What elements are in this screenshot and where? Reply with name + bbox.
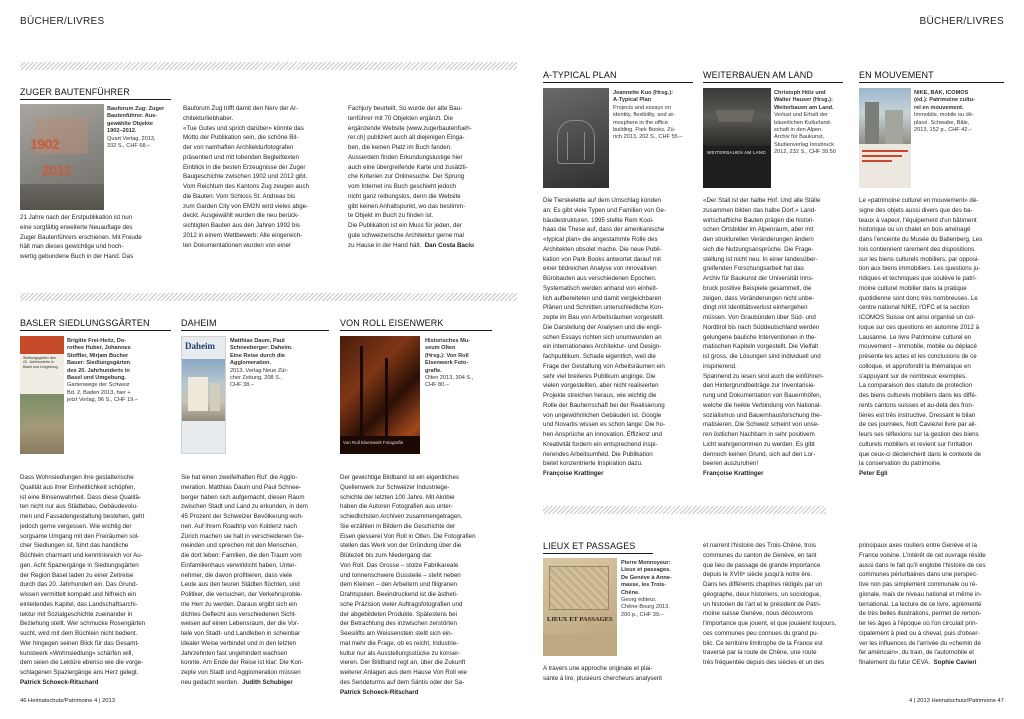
page-footer-left: 46 Heimatschutz/Patrimoine 4 | 2013 <box>20 698 115 704</box>
daheim-cover: Daheim <box>181 336 226 454</box>
lieux-body-lead: A travers une approche originale et plai- sante à lire, plusieurs chercheurs analysent <box>543 665 663 682</box>
vonroll-author: Patrick Schoeck-Ritschard <box>340 688 419 696</box>
section-title-mouvement: EN MOUVEMENT <box>859 70 1004 83</box>
basler-author: Patrick Schoeck-Ritschard <box>20 678 99 686</box>
zuger-body-col2: Bauforum Zug trifft damit den Nerv der Ar- chitekturliebhaber. «Tue Gutes und sprich darüber» könnte das Motto der Publikation sein, die schöne Bil- der von namhaften Architekturfotografen präsentiert und mit lobenden Begleittexten Einblick in die besten Erzeugnisse der Zuger Baugeschichte zwischen 1902 und 2012 gibt. Vom Reichtum des Kantons Zug zeugen auch die Bauten: Vom Schloss St. Andreas bis zum Garden City von EM2N wird vieles abge- deckt. Ausgewählt wurden die neu berück- sichtigten Bauten aus den Jahren 1992 bis 2012 in einem Wettbewerb: Alle eingereich- ten Dokumentationen wurden von einer <box>183 105 309 249</box>
atypical-book-info: Jeannette Kuo (Hrsg.): A-Typical Plan Projects and essays on identity, flexibility, and at- mosphere in the office building. Park Books, Zü- rich 2013, 202 S., CHF 55.– <box>613 90 683 141</box>
zuger-author: Dan Costa Baciu <box>424 241 474 249</box>
weiterbauen-author: Françoise Krattinger <box>703 470 764 477</box>
lieux-book-info: Pierre Monnoyeur: Lieux et passages. De Genève à Anne- masse, les Trois- Chêne. Georg éditeur, Chêne-Bourg 2013, 200 p., CHF 39.– <box>621 560 672 618</box>
page-header-right: BÜCHER/LIVRES <box>919 16 1004 27</box>
mouvement-book-info: NIKE, BAK, ICOMOS (éd.): Patrimoine cultu- rel en mouvement. Immobile, mobile ou dé- placé. Schwabe, Bâle, 2013, 152 p., CHF 42.– <box>914 90 975 134</box>
zuger-body-col1: 21 Jahre nach der Erstpublikation ist nun eine sorgfältig erweiterte Neuauflage des Zuger Bautenführers erschienen. Mit Freude hält man dieses gewichtige und hoch- wertig gebundene Buch in der Hand. Das <box>20 214 142 260</box>
atypical-author: Françoise Krattinger <box>543 470 604 477</box>
vonroll-body: Der gewichtige Bildband ist ein eigentliches Quellenwerk zur Schweizer Industriege- schichte der letzten 100 Jahre. Mit Akribie haben die Autoren Fotografien aus unter- schiedlichsten Archiven zusammengetragen. Sie erzählen in Bildern die Geschichte der Eisen giesserei Von Roll in Olten. Die Fotografien stellen das Werk von der Gründung über die Blütezeit bis zum Niedergang dar. Von Roll. Das Grosse – stolze Fabrikareale und tonnenschwere Gussteile – steht neben dem Kleinen – den Arbeitern und filigranen Drahtspulen. Beeindruckend ist die ästheti- sche Präzision vieler Auftragsfotografien und der abgebildeten Produkte. Spätestens bei der Betrachtung des inzwischen zerstörten Seesilifts am Weissenstein stellt sich ein- mal mehr die Frage, ob es reicht, Industrie- kultur nur als Ausstellungsstücke zu konser- vieren. Der Bildband regt an, über die Zukunft weiterer Anlagen aus dem Hause Von Roll wie des Sendeturms auf dem Säntis oder der Sa- Patrick Schoeck-Ritschard <box>340 473 518 697</box>
lieux-body-col3: principaux axes routiers entre Genève et la France voisine. L'intérêt de cet ouvrage réside aussi dans le fait qu'il englobe l'histoire de ces communes périurbaines dans une perspec- tive non pas simplement communale ou ré- gionale, mais de niveau national et même in- ternational. La lecture de ce livre, agrémenté de très belles illustrations, permet de remon- ter les âges à l'époque où l'on circulait prin- cipalement à pied ou à cheval, puis d'obser- ver les influences de l'arrivée du «chemin de fer américain», du train, de l'automobile et finalement du futur CEVA. Sophie Cavieri <box>859 542 986 666</box>
weiterbauen-body: «Der Stall ist der halbe Hof. Und alle Ställe zusammen bilden das halbe Dorf.» Land- wirtschaftliche Bauten prägen die histori- schen Ortsbilder im Alpenraum, aber mit den strukturellen Veränderungen ändern sich die Nutzungsansprüche. Die Frage- stellung ist nicht neu. In einer landesüber- greifenden Forschungsarbeit hat das Archiv für Baukunst der Universität Inns- bruck positive Beispiele gesammelt, die zeigen, dass Veränderungen nicht unbe- dingt mit Identitätsverlust einhergehen müssen. Von Graubünden über Süd- und Nordtirol bis nach Süddeutschland werden gelungene bauliche Interventionen in the- matischen Kapiteln vorgestellt. Die Vielfalt ist gross, die Lösungen sind individuell und inspirierend. Spannend zu lesen sind auch die einführen- den Hintergrundbeiträge zur Inventarisie- rung und Dokumentation von Bauernhöfen, welche die heikle Verbindung von National- sozialismus und Bauernhausforschung the- matisieren. Die Schweiz scheint von unse- ren östlichen Nachbarn in sehr positivem Licht wahrgenommen zu werden. Es gibt dennoch keinen Grund, sich auf den Lor- beeren auszuruhen! Françoise Krattinger <box>703 196 845 479</box>
vonroll-cover: Von Roll Eisenwerk Fotografie <box>340 336 420 454</box>
cover-year-start: 1902 <box>30 136 60 152</box>
section-title-weiterbauen: WEITERBAUEN AM LAND <box>703 70 843 83</box>
weiterbauen-book-info: Christoph Hölz und Walter Hauser (Hrsg.): Weiterbauen am Land. Verlust und Erhalt der bäuerlichen Kulturland- schaft in den Alpen. Archiv für Baukunst, Studienverlag Innsbruck 2012, 232 S., CHF 39.50 <box>774 90 836 156</box>
mouvement-author: Peter Egli <box>859 470 888 477</box>
zuger-book-info: Bauforum Zug: Zuger Bautenführer. Aus- gewählte Objekte 1902–2012. Quart Verlag, 2013, 332 S., CHF 68.– <box>107 106 165 150</box>
lieux-cover: LIEUX ET PASSAGES <box>543 558 617 656</box>
lieux-body-col2: et narrent l'histoire des Trois-Chêne, trois communes du canton de Genève, en tant que lieu de passage de grande importance depuis le XVIIIᵉ siècle jusqu'à notre ère. Dans les différents chapitres rédigés par un géographe, deux historiens, un sociologue, un historien de l'art et le président de Patri- moine suisse Genève, nous découvrons l'importance que jouent, et que jouaient toujours, ces communes peu connues du grand pu- blic. Ce territoire limitrophe de la France est traversé par la route de Chêne, une route très fréquentée depuis des siècles et un des <box>703 542 837 666</box>
cover-year-end: 2012 <box>42 162 72 178</box>
basler-body: Dass Wohnsiedlungen ihre gestalterische Qualität aus ihrer Einheitlichkeit schöpfen, ist eine Binsenwahrheit. Dass diese Qualitä- ten nicht nur aus Städtebau, Gebäudevolu- men und Fassadengestaltung bestehen, geht jedoch gerne vergessen. Wie wichtig der sorgsame Umgang mit den Freiräumen sol- cher Siedlungen ist, führt das handliche Büchlein charmant und kenntnisreich vor Au- gen. Acht Spaziergänge in Siedlungsgärten der Region Basel laden zu einer Zeitreise durch das 20. Jahrhundert ein. Das Grund- wissen vermittelt kompakt und hilfreich ein einleitendes Kapitel, das Landschaftsarchi- tektur mit Sozialgeschichte zueinander in Beziehung stellt. Wer schmucke Rosengärten sucht, wird mit dem Büchlein nicht bedient. Wer hingegen seinen Blick für das Gesamt- kunstwerk «Wohnsiedlung» schärfen will, dem seien die Lektüre ebenso wie die vorge- schlagenen Spaziergänge ans Herz gelegt. Patrick Schoeck-Ritschard <box>20 473 176 688</box>
section-title-zuger: ZUGER BAUTENFÜHRER <box>20 87 171 100</box>
daheim-body: Sie hat einen zweifelhaften Ruf: die Agglo- meration. Matthias Daum und Paul Schnee- berger haben sich aufgemacht, diesen Raum zwischen Stadt und Land zu erkunden, in dem 45 Prozent der Schweizer Bevölkerung woh- nen. Auf ihrem Roadtrip von Koblenz nach Zürich machen sie halt in verschiedenen Ge- meinden und sprechen mit den Menschen, die dort leben: Familien, die den Traum vom Einfamilienhaus verwirklicht haben, Unter- nehmer, die davon profitieren, dass viele Leute aus den teuren Städten flüchten, und Politiker, die versuchen, der Verkehrsproble- me Herr zu werden. Daraus ergibt sich ein dichtes Geflecht aus verschiedenen Sicht- weisen auf einen Lebensraum, der die Vor- teile von Stadt- und Landleben in scheinbar idealer Weise verbindet und in den letzten Jahrzehnten fast ungehindert wachsen konnte. Am Ende der Reise ist klar: Die Kon- zepte von Stadt und Agglomeration müssen neu gedacht werden. Judith Schubiger <box>181 474 308 686</box>
hatch-divider-middle-left <box>20 293 517 301</box>
section-title-vonroll: VON ROLL EISENWERK <box>340 318 492 331</box>
mouvement-body: Le «patrimoine culturel en mouvement» dé- signe des objets aussi divers que des ba- teaux à vapeur, l'équipement d'un bâtiment historique ou un chalet en bois aménagé dans l'enceinte du Musée du Ballenberg. Les lois contiennent rarement des dispositions sur les biens culturels mobiliers, par opposi- tion aux biens immobiliers. Les questions ju- ridiques et techniques que soulève le patri- moine culturel mobilier dans la pratique quotidienne sont donc très nombreuses. Le centre national NIKE, l'OFC et la section ICOMOS Suisse ont ainsi organisé un col- loque sur ces questions en automne 2012 à Lausanne. Le livre Patrimoine culturel en mouvement – Immobile, mobile ou déplacé présente les actes et les conclusions de ce colloque, et approfondit la thématique en s'appuyant sur de nombreux exemples. La comparaison des statuts de protection des biens culturels mobiliers dans les diffé- rents cantons suisses et au-delà des fron- tières est très instructive. Dressant le bilan de ces journées, Nott Caviezel livre par ail- leurs ses réflexions sur la gestion des biens culturels mobiliers et revient sur l'irritation que ceux-ci déclenchent dans le contexte de la conservation du patrimoine. Peter Egli <box>859 196 1007 479</box>
lieux-author: Sophie Cavieri <box>933 659 977 666</box>
section-title-basler: BASLER SIEDLUNGSGÄRTEN <box>20 318 171 331</box>
page-header-left: BÜCHER/LIVRES <box>20 16 105 27</box>
section-title-atypical: A-TYPICAL PLAN <box>543 70 693 83</box>
vonroll-book-info: Historisches Mu- seum Olten (Hrsg.): Von Roll Eisenwerk Foto- grafie. Olten 2013, 304 S., CHF 80.– <box>425 338 474 389</box>
daheim-book-info: Matthias Daum, Paul Schneeberger: Daheim. Eine Reise durch die Agglomeration. 2013. Verlag Neue Zür- cher Zeitung, 208 S., CHF 38.– <box>230 338 293 389</box>
zuger-body-col3: Fachjury beurteilt. So wurde der alte Bau- tenführer mit 70 Objekten ergänzt. Die ergänzende Website (www.zugerbautenfueh- rer.ch) publiziert auch all diejenigen Eingа- ben, die keinen Platz im Buch fanden. Ausserdem finden Erkundungslustige hier auch eine übergreifende Karte und zusätzli- che Kriterien zur Onlinesuche. Der Sprung vom Internet ins Buch geschieht jedoch nicht ganz reibungslos, denn die Website gibt keinen Anhaltspunkt, wo das bestimm- te Objekt im Buch zu finden ist. Die Publikation ist ein Muss für jeden, der gute schweizerische Architektur gerne mal zu Hause in der Hand hält. Dan Costa Baciu <box>348 105 474 249</box>
daheim-author: Judith Schubiger <box>242 678 293 686</box>
zuger-cover <box>20 104 104 210</box>
atypical-body: Die Tierskelette auf dem Umschlag künden an: Es gibt viele Typen und Familien von Ge- bäudestrukturen. 1995 stellte Rem Kool- haas die These auf, dass der amerikanische «typical plan» die angestammte Rolle des Architekten obsolet mache. Die neue Publi- kation von Park Books antwortet darauf mit einer bildreichen Analyse von innovativen Bürobauten aus verschiedenen Epochen. Systematisch werden anhand von einheit- lich aufbereiteten und damit vergleichbaren Plänen und Schnitten unterschiedliche Kon- zepte im Bau von Arbeitsräumen vorgestellt. Die Darstellung der Analysen und die engli- schen Essays richten sich unumwunden an ein internationales Architektur- und Design- fachpublikum. Schade eigentlich, weil die Frage der Gestaltung von Arbeitsräumen ein sehr viel breiteres Publikum anginge. Die vielen vorgestellten, aber nicht realisierten Projekte streichen heraus, wie wichtig die Rolle der Bauherrschaft bei der Realisierung von ungewöhnlichen Gebäuden ist. Google und Novartis wissen es schon lange: Die ho- hen Ansprüche an Innovation, Effizienz und Kreativität fordern ein entsprechend inspi- rierendes Arbeitsumfeld. Die Publikation bietet konzentrierte Inspiration dazu. Françoise Krattinger <box>543 196 695 479</box>
basler-cover: Siedlungsgärten des 20. Jahrhunderts in Basel und Umgebung <box>20 336 64 454</box>
hatch-divider-right-lower <box>543 506 826 514</box>
hatch-divider-top-left <box>20 62 517 70</box>
mouvement-cover <box>859 88 911 188</box>
page-footer-right: 4 | 2013 Heimatschutz/Patrimoine 47 <box>909 698 1004 704</box>
section-title-daheim: DAHEIM <box>181 318 329 331</box>
basler-book-info: Brigitte Frei-Heitz, Do- rothee Huber, Johannes Stoffler, Mirjam Bucher Bauer: Siedlungsgärten des 20. Jahrhunderts in Basel und Umgebung. Gartenwege der Schweiz Bd. 2, Baden 2013, hier + jetzt Verlag, 96 S., CHF 19.– <box>67 338 138 404</box>
section-title-lieux: LIEUX ET PASSAGES <box>543 541 653 554</box>
atypical-cover <box>543 88 609 188</box>
weiterbauen-cover: WEITERBAUEN AM LAND <box>703 88 771 188</box>
